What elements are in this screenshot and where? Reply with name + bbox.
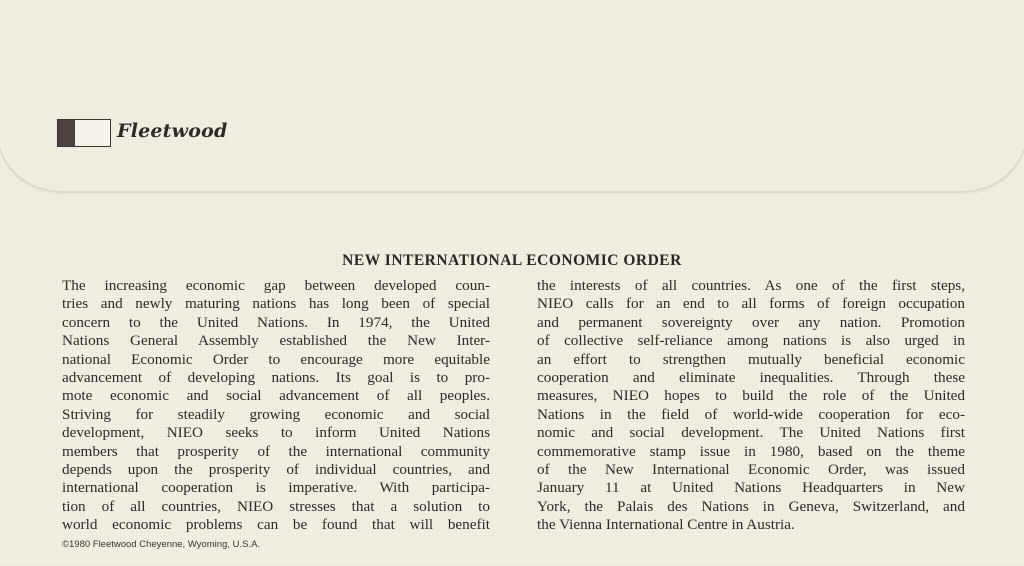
- fleetwood-logo-text: Fleetwood: [117, 120, 228, 142]
- text-line: NIEO calls for an end to all forms of foreign occupation: [537, 295, 965, 313]
- text-line: mote economic and social advancement of all peoples.: [62, 387, 490, 405]
- logo-mark-fill: [58, 120, 75, 146]
- text-line: measures, NIEO hopes to build the role of the United: [537, 387, 965, 405]
- envelope-flap-edge: [0, 0, 1024, 200]
- text-line: Nations in the field of world-wide cooperation for eco-: [537, 405, 965, 423]
- fleetwood-logo-mark: [57, 119, 111, 147]
- text-line: development, NIEO seeks to inform United Nations: [62, 424, 490, 442]
- text-line: an effort to strengthen mutually beneficial economic: [537, 350, 965, 368]
- text-line: York, the Palais des Nations in Geneva, Switzerland, and: [537, 497, 965, 515]
- text-line: advancement of developing nations. Its goal is to pro-: [62, 369, 490, 387]
- text-line: of the New International Economic Order, was issued: [537, 461, 965, 479]
- text-line: the interests of all countries. As one of the first steps,: [537, 277, 965, 294]
- copyright-notice: ©1980 Fleetwood Cheyenne, Wyoming, U.S.A.: [62, 539, 261, 550]
- text-line: tries and newly maturing nations has long been of special: [62, 295, 490, 313]
- text-line: members that prosperity of the international community: [62, 442, 490, 460]
- text-line: nomic and social development. The United Nations first: [537, 424, 965, 442]
- text-line: national Economic Order to encourage more equitable: [62, 350, 490, 368]
- text-line: of collective self-reliance among nations is also urged in: [537, 332, 965, 350]
- article-title: NEW INTERNATIONAL ECONOMIC ORDER: [342, 252, 682, 269]
- text-line: international cooperation is imperative. With participa-: [62, 479, 490, 497]
- text-line: commemorative stamp issue in 1980, based on the theme: [537, 442, 965, 460]
- text-line: world economic problems can be found that will benefit: [62, 516, 490, 534]
- text-line: Nations General Assembly established the New Inter-: [62, 332, 490, 350]
- article-right-column: [537, 277, 965, 535]
- text-line: cooperation and eliminate inequalities. Through these: [537, 369, 965, 387]
- text-line: Striving for steadily growing economic and social: [62, 405, 490, 423]
- text-line: depends upon the prosperity of individual countries, and: [62, 461, 490, 479]
- text-line: January 11 at United Nations Headquarters in New: [537, 479, 965, 497]
- text-line: and permanent sovereignty over any nation. Promotion: [537, 313, 965, 331]
- text-line: concern to the United Nations. In 1974, the United: [62, 313, 490, 331]
- text-line: The increasing economic gap between developed coun-: [62, 277, 490, 294]
- text-line: the Vienna International Centre in Austria.: [537, 516, 795, 534]
- text-line: tion of all countries, NIEO stresses that a solution to: [62, 497, 490, 515]
- article-left-column: [62, 277, 490, 535]
